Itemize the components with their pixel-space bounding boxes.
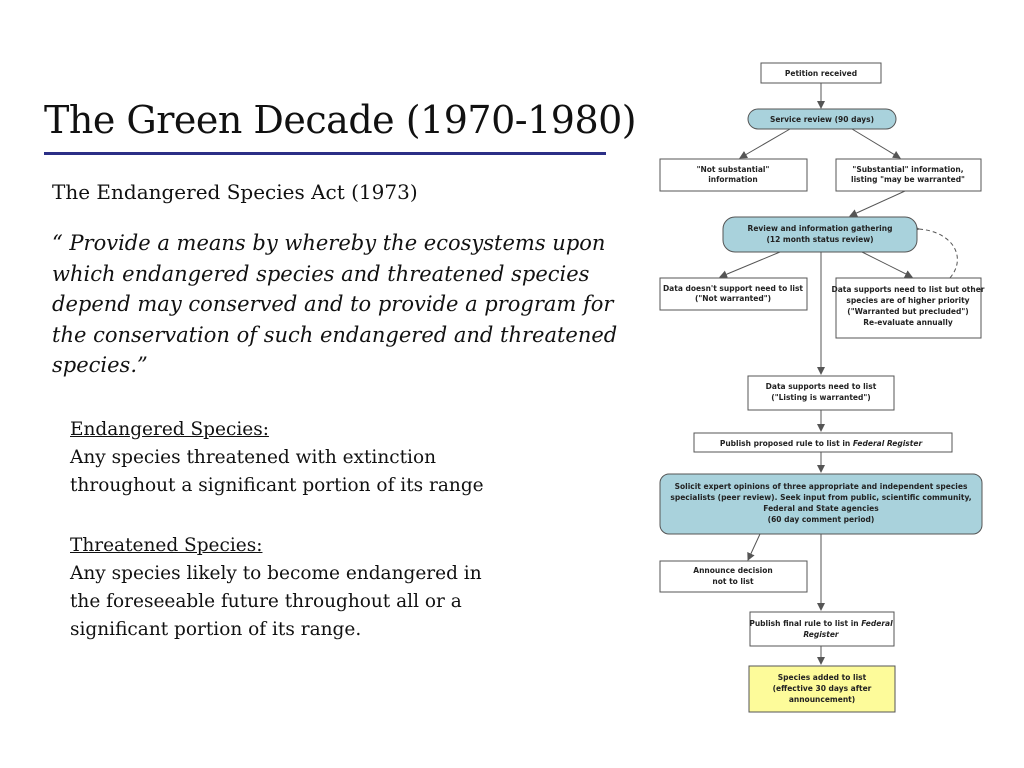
svg-text:specialists (peer review). See: specialists (peer review). Seek input from public, scientific community, <box>670 493 972 502</box>
svg-text:(60 day comment period): (60 day comment period) <box>767 515 875 524</box>
threatened-text: Any species likely to become endangered in the foreseeable future throughout all or a significant portion of its range. <box>70 563 482 640</box>
svg-text:Register: Register <box>803 630 839 639</box>
svg-text:listing "may be warranted": listing "may be warranted" <box>851 175 965 184</box>
warranted-but-precluded-box <box>831 278 984 338</box>
substantial-box <box>836 159 981 191</box>
peer-review-box <box>660 474 982 534</box>
act-quote: “ Provide a means by whereby the ecosystems upon which endangered species and threatened species depend may conserved and to provide a program for the conservation of such endangered and threatened species.” <box>52 231 618 377</box>
status-review-box <box>723 217 917 252</box>
svg-text:Data supports need to list: Data supports need to list <box>765 382 877 391</box>
endangered-heading: Endangered Species: <box>70 419 269 440</box>
not-warranted-box <box>660 278 807 310</box>
svg-text:information: information <box>708 175 758 184</box>
service-review-box <box>748 109 896 129</box>
svg-text:Data doesn't support need to l: Data doesn't support need to list <box>662 284 804 293</box>
svg-text:Service review (90 days): Service review (90 days) <box>769 115 875 124</box>
announce-not-to-list-box <box>660 561 807 592</box>
svg-text:Data supports need to list but: Data supports need to list but other <box>831 285 985 294</box>
not-substantial-box <box>660 159 807 191</box>
endangered-text: Any species threatened with extinction throughout a significant portion of its range <box>70 447 484 496</box>
svg-text:(effective 30 days after: (effective 30 days after <box>772 684 872 693</box>
svg-text:Species added to list: Species added to list <box>777 673 867 682</box>
threatened-heading: Threatened Species: <box>70 535 263 556</box>
svg-text:species are of higher priority: species are of higher priority <box>846 296 970 305</box>
svg-text:(12 month status review): (12 month status review) <box>766 235 874 244</box>
svg-text:("Warranted but precluded"): ("Warranted but precluded") <box>847 307 969 316</box>
svg-text:announcement): announcement) <box>788 695 856 704</box>
publish-final-rule-box <box>749 612 894 646</box>
svg-text:("Not warranted"): ("Not warranted") <box>694 294 772 303</box>
publish-proposed-rule-box <box>694 433 952 452</box>
svg-text:not to list: not to list <box>712 577 754 586</box>
species-added-box <box>749 666 895 712</box>
svg-text:Re-evaluate annually: Re-evaluate annually <box>863 318 953 327</box>
listing-warranted-box <box>748 376 894 410</box>
svg-text:Federal and State agencies: Federal and State agencies <box>763 504 879 513</box>
slide-subtitle: The Endangered Species Act (1973) <box>52 180 418 204</box>
petition-received-box <box>761 63 881 83</box>
svg-text:"Not substantial": "Not substantial" <box>696 165 770 174</box>
svg-text:Publish final rule to list in: Publish final rule to list in Federal <box>749 619 893 628</box>
svg-text:Review and information gatheri: Review and information gathering <box>747 224 893 233</box>
svg-text:"Substantial" information,: "Substantial" information, <box>852 165 964 174</box>
svg-text:Announce decision: Announce decision <box>693 566 773 575</box>
svg-text:Publish proposed rule to list: Publish proposed rule to list in Federal Register <box>719 439 923 448</box>
slide-title: The Green Decade (1970-1980) <box>44 98 637 142</box>
svg-text:Solicit expert opinions of thr: Solicit expert opinions of three appropriate and independent species <box>674 482 968 491</box>
svg-text:Petition received: Petition received <box>784 69 858 78</box>
svg-text:("Listing is warranted"): ("Listing is warranted") <box>771 393 871 402</box>
